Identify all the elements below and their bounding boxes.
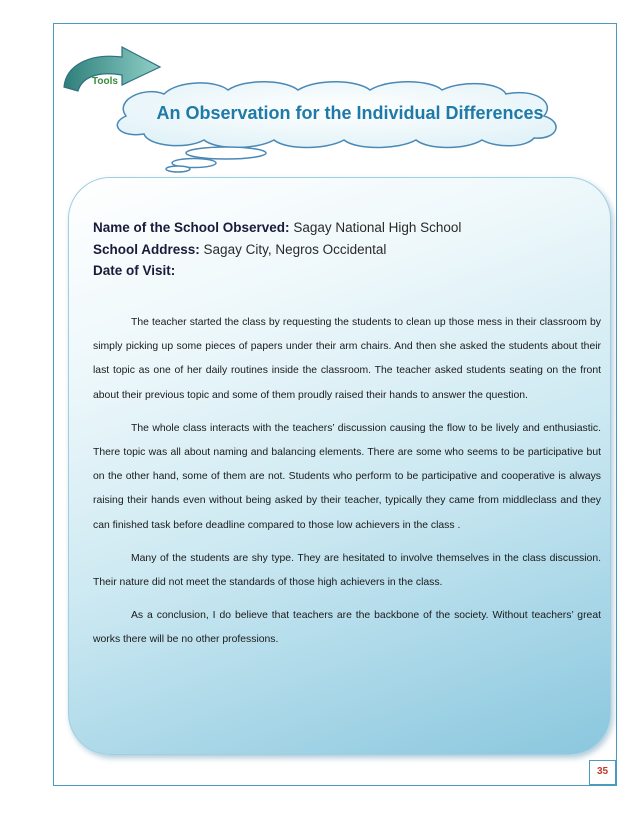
school-name-value: Sagay National High School [293,220,462,235]
school-address-value: Sagay City, Negros Occidental [203,241,387,257]
school-name-label: Name of the School Observed: [93,220,290,235]
paragraph: Many of the students are shy type. They are hesitated to involve themselves in the class discussion. Their nature did not meet the standards of those high achievers in the class. [93,552,601,589]
school-address-label: School Address: [93,241,200,257]
paragraph: The whole class interacts with the teachers’ discussion causing the flow to be lively and enthusiastic. There topic was all about naming and balancing elements. There are some who seems to be participative but on the other hand, some of them are not. Students who perform to be participative and cooperative is always raising their hands even without being asked by their teacher, typically they came from middleclass and they can finished task before deadline compared to those low achievers in the class . [93,422,601,531]
title-cloud-shape [86,78,596,173]
date-of-visit-row [93,260,461,282]
page-title: An Observation for the Individual Differences [156,103,544,123]
school-info [93,217,461,282]
paragraph: The teacher started the class by requesting the students to clean up those mess in their classroom by simply picking up some pieces of papers under their arm chairs. And then she asked the students about their last topic as one of her daily routines inside the classroom. The teacher asked students seating on the front about their previous topic and some of them proudly raised their hands to answer the question. [93,317,601,401]
school-name-row [93,217,461,239]
paragraph: As a conclusion, I do believe that teachers are the backbone of the society. Without teachers’ great works there will be no other professions. [93,610,601,646]
tools-label: Tools [92,76,118,87]
school-address-row [93,239,461,261]
page-number: 35 [589,760,616,785]
observation-body [93,311,601,662]
date-of-visit-label: Date of Visit: [93,263,176,278]
